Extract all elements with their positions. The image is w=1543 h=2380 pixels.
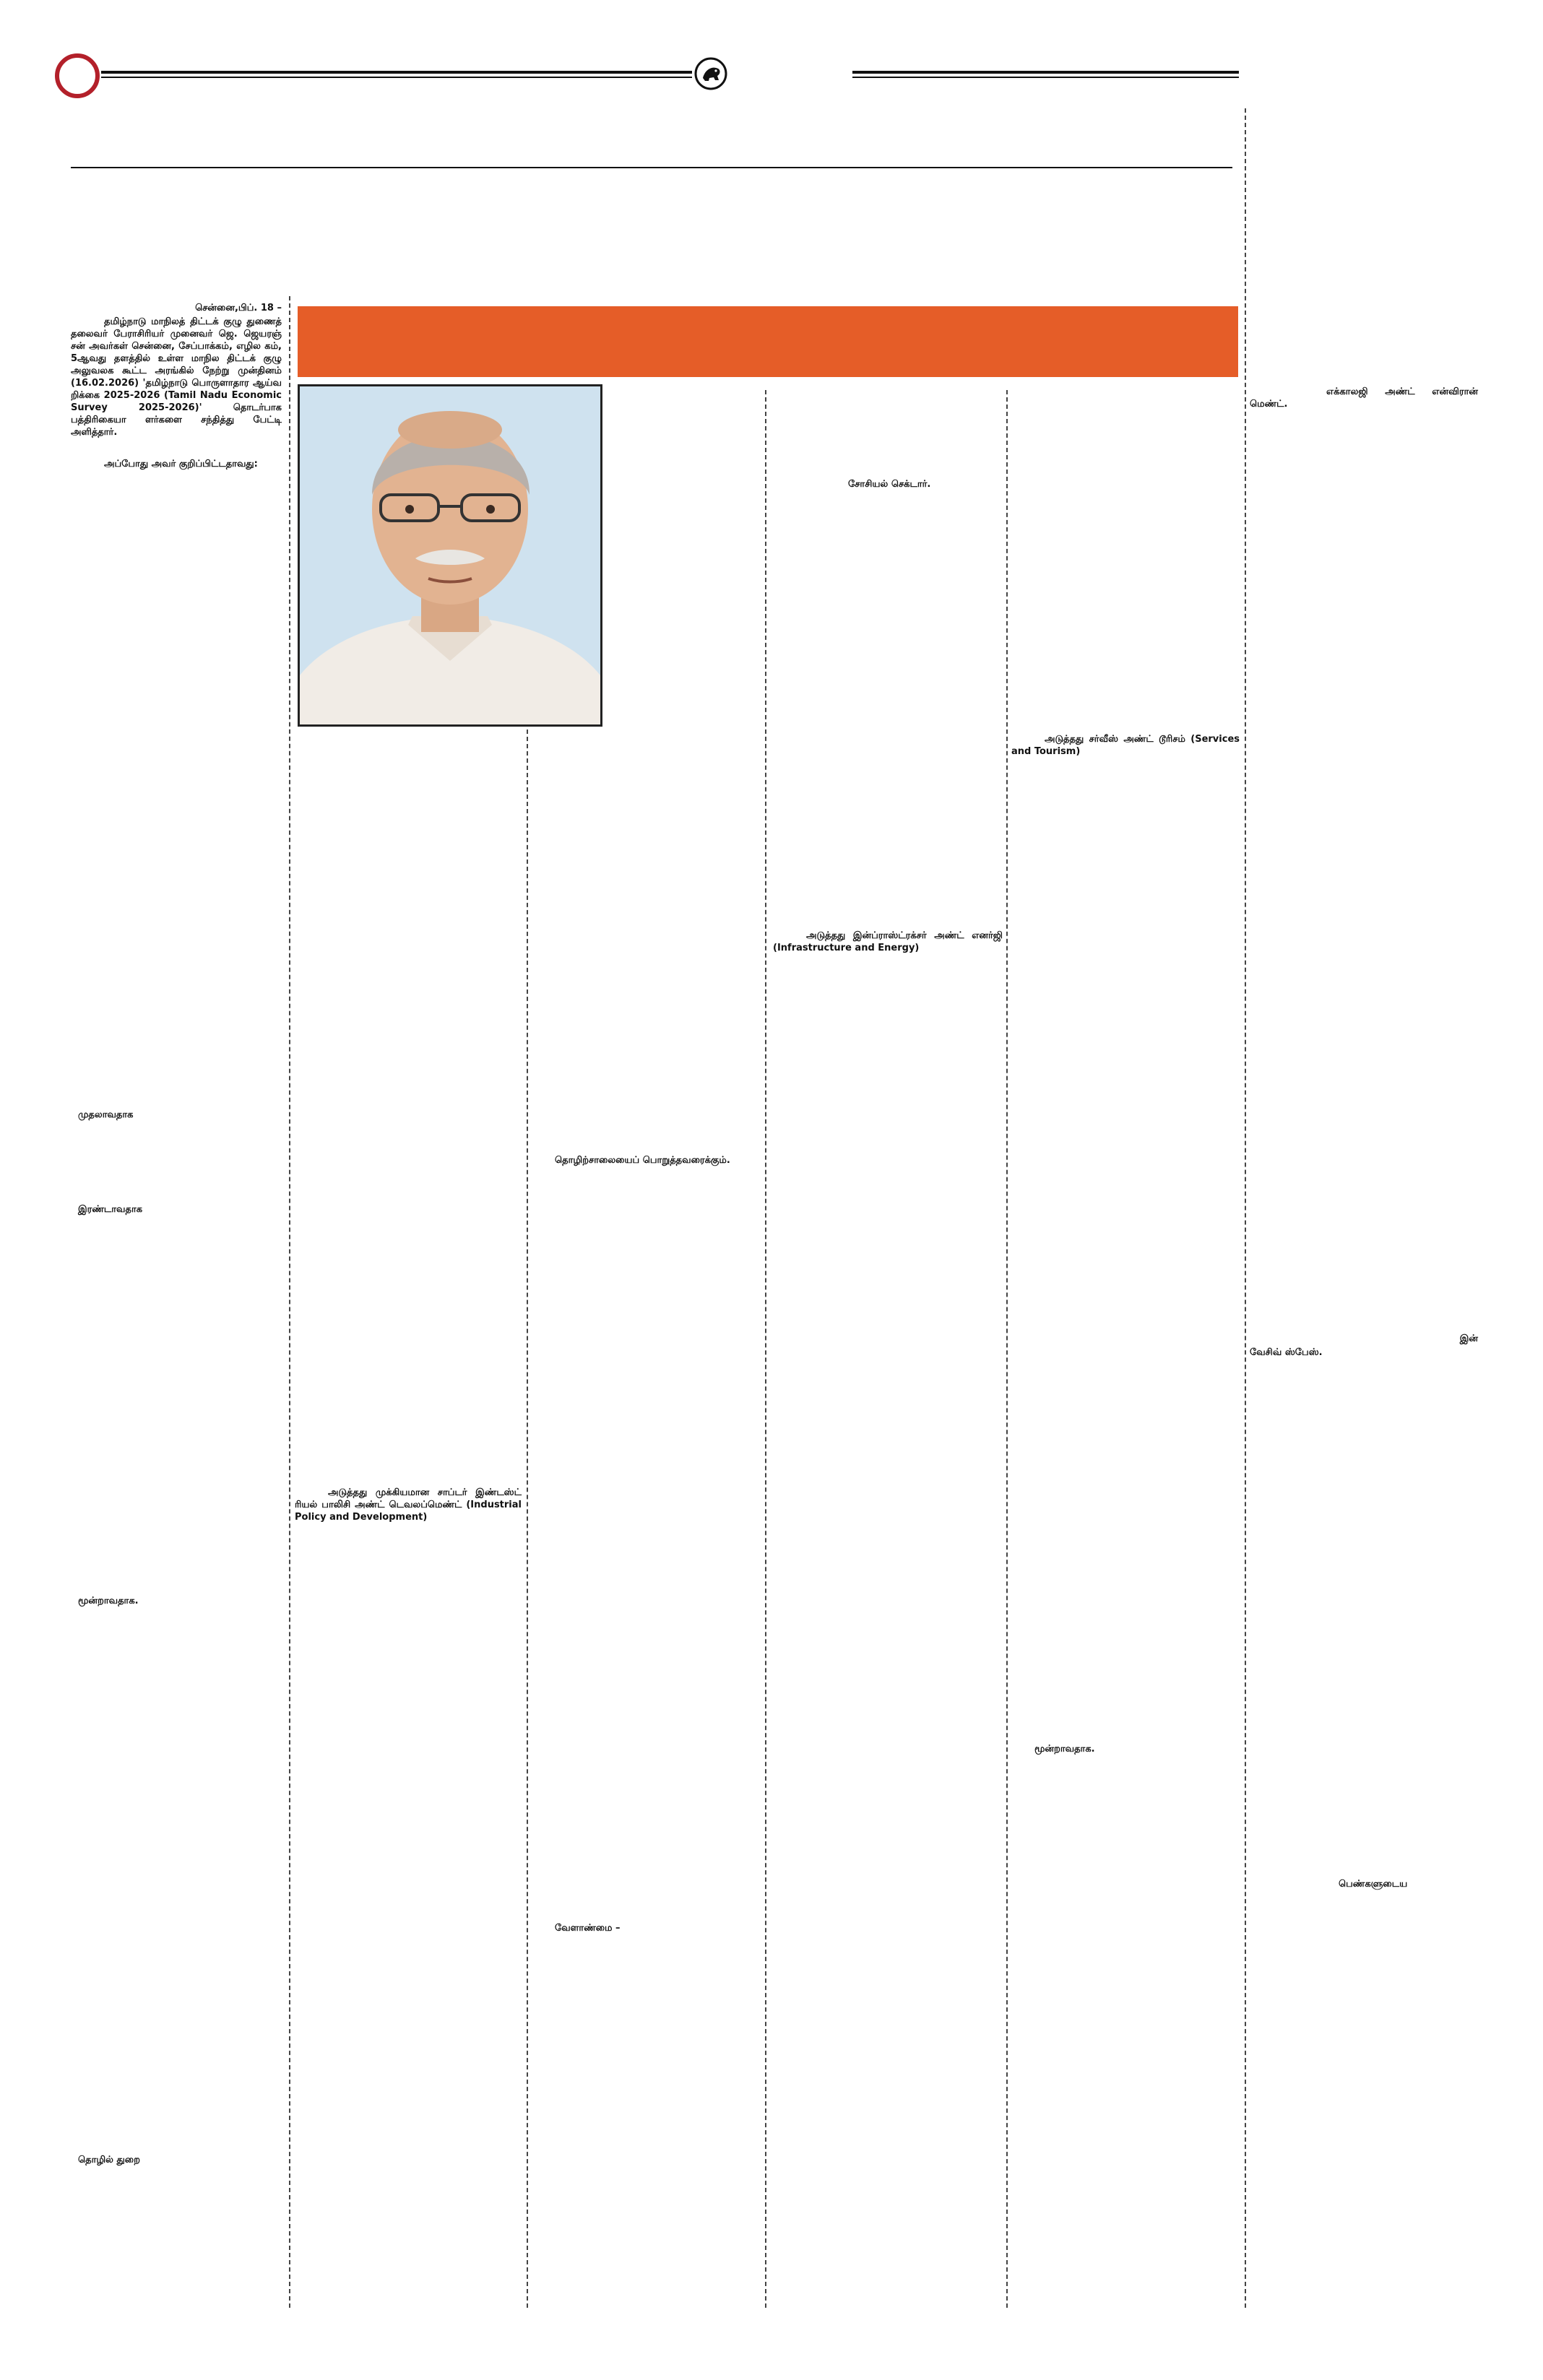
col5-third: மூன்றாவதாக. (1034, 1744, 1095, 1754)
page-marker-icon (55, 53, 100, 98)
column-divider-5 (1245, 108, 1246, 2308)
col4-social: சோசியல் செக்டார். (848, 479, 931, 490)
dateline: சென்னை,பிப். 18 – (195, 303, 282, 313)
col2-industrial: அடுத்தது முக்கியமான சாப்டர் இண்டஸ்ட் ரியல் பாலிசி அண்ட் டெவலப்மெண்ட் (Industrial Policy and Development) (295, 1487, 522, 1523)
col6-basic-space: வேசிவ் ஸ்பேஸ். (1250, 1347, 1323, 1358)
col4-infrastructure: அடுத்தது இன்ப்ராஸ்ட்ரக்சர் அண்ட் எனர்ஜி (Infrastructure and Energy) (773, 930, 1003, 953)
portrait-photo (298, 384, 602, 727)
masthead-rule-right-top (852, 71, 1239, 74)
intro-paragraph: தமிழ்நாடு மாநிலத் திட்டக் குழு துணைத் தலைவர் பேராசிரியர் முனைவர் ஜெ. ஜெயரஞ் சன் அவர்கள் சென்னை, சேப்பாக்கம், எழில கம், 5ஆவது தளத்தில் உள்ள மாநில திட்டக் குழு அலுவலக கூட்ட அரங்கில் நேற்று முன்தினம் (16.02.2026) 'தமிழ்நாடு பொருளாதார ஆய்வ றிக்கை 2025-2026 (Tamil Nadu Economic Survey 2025-2026)' தொடர்பாக பத்திரிகையா ளர்களை சந்தித்து பேட்டி அளித்தார். (71, 316, 282, 438)
col3-agriculture: வேளாண்மை – (555, 1923, 621, 1934)
column-divider-2 (527, 730, 528, 2308)
column-divider-3 (765, 390, 766, 2308)
intro-lead: அப்போது அவர் குறிப்பிட்டதாவது: (104, 459, 258, 469)
masthead-rule-left-top (101, 71, 692, 74)
col1-industry: தொழில் துறை (78, 2155, 140, 2165)
column-divider-1 (289, 296, 290, 2308)
col1-second: இரண்டாவதாக (78, 1204, 143, 1215)
col5-services: அடுத்தது சர்வீஸ் அண்ட் டூரிசம் (Services and Tourism) (1011, 734, 1240, 757)
masthead-rule-left-bottom (101, 77, 692, 78)
headline-rule (71, 167, 1232, 168)
col1-first: முதலாவதாக (78, 1109, 134, 1120)
col3-factories: தொழிற்சாலையைப் பொறுத்தவரைக்கும். (555, 1155, 730, 1166)
col1-third: மூன்றாவதாக. (78, 1596, 139, 1606)
masthead-rule-right-bottom (852, 77, 1239, 78)
col6-in-word: இன் (1459, 1333, 1478, 1344)
col6-ecology: எக்காலஜி அண்ட் என்விரான் மெண்ட். (1250, 386, 1478, 410)
headline-banner (298, 306, 1238, 377)
tiger-emblem-icon (693, 56, 728, 91)
col6-women: பெண்களுடைய (1339, 1879, 1408, 1890)
column-divider-4 (1006, 390, 1008, 2308)
